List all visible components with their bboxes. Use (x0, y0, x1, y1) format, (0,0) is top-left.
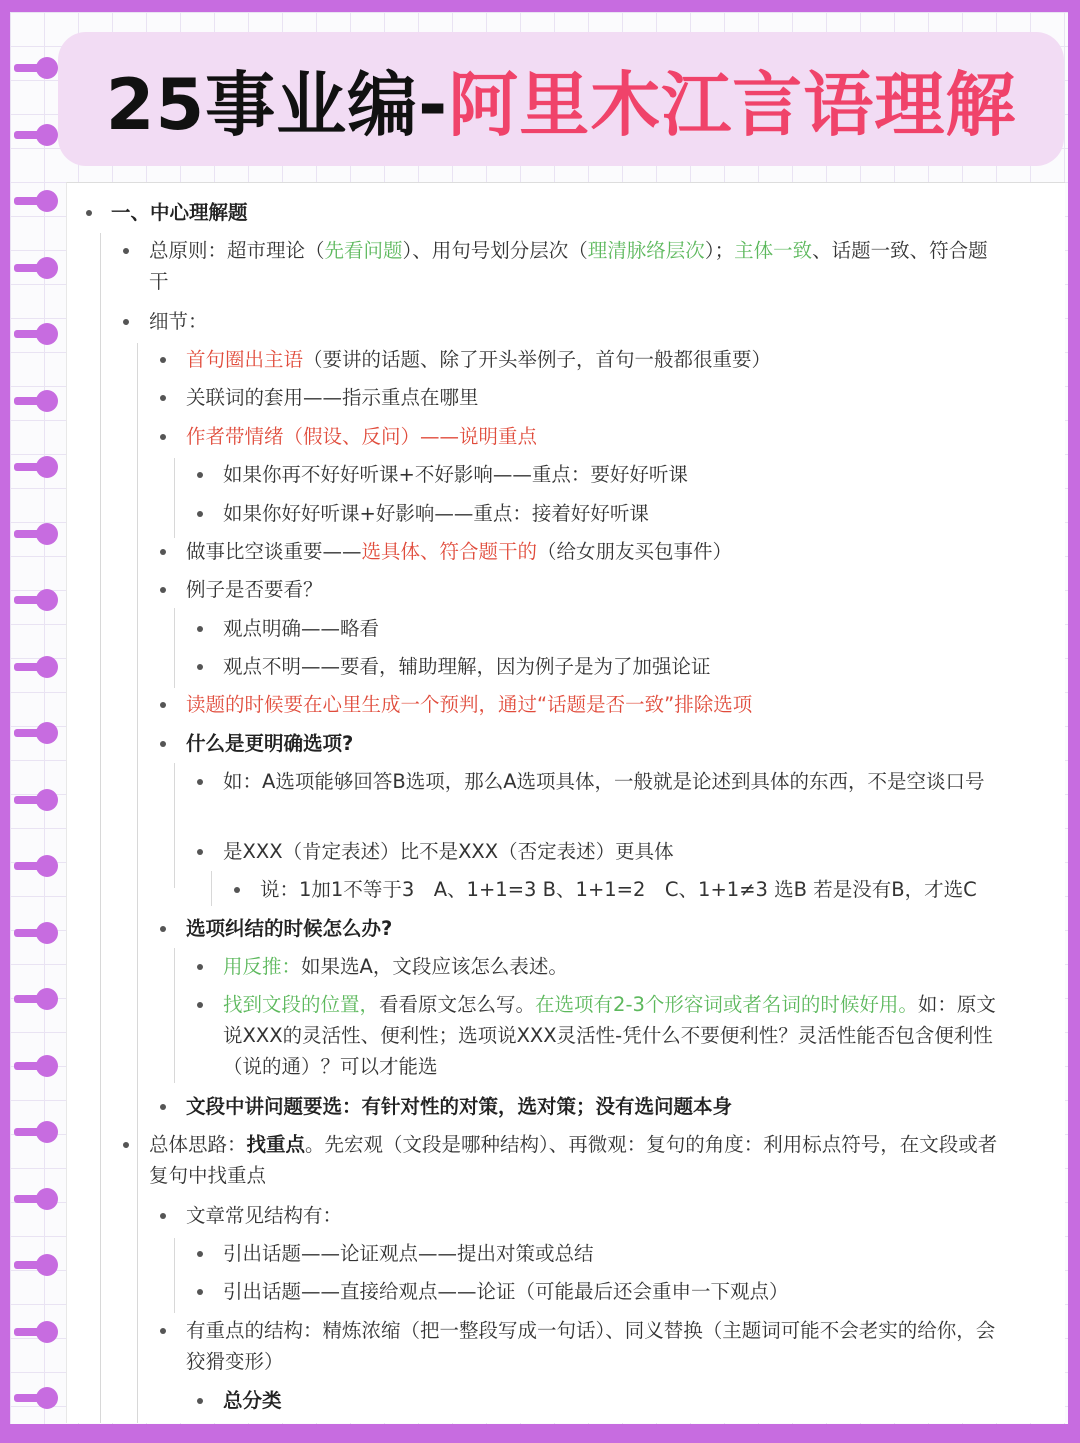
outline-text: 文段中讲问题要选：有针对性的对策，选对策；没有选问题本身 (186, 1095, 733, 1118)
spiral-ring (14, 855, 58, 875)
spiral-ring (14, 722, 58, 742)
spiral-ring (14, 1055, 58, 1075)
spiral-ring (14, 124, 58, 144)
indent-guide (174, 1238, 175, 1313)
spiral-ring (14, 1121, 58, 1141)
bullet-dot (123, 1142, 129, 1148)
outline-text: 引出话题——论证观点——提出对策或总结 (223, 1242, 594, 1265)
outline-text: 文章常见结构有： (186, 1204, 343, 1227)
outline-item (186, 728, 1007, 759)
bullet-dot (160, 395, 166, 401)
outline-text: （要讲的话题、除了开头举例子，首句一般都很重要） (303, 348, 772, 371)
outline-text: ）； (704, 239, 735, 262)
notebook-spiral (0, 40, 70, 1430)
outline-text: （给女朋友买包事件） (537, 540, 733, 563)
bullet-dot (86, 210, 92, 216)
bullet-dot (160, 1104, 166, 1110)
bullet-dot (160, 1213, 166, 1219)
outline-item (223, 498, 1007, 529)
outline-item (111, 197, 1007, 228)
bullet-dot (160, 1328, 166, 1334)
page-title (106, 49, 1016, 150)
title-part-2: 阿里木江言语理解 (448, 63, 1017, 146)
outline-text: 先看问题 (324, 239, 403, 262)
indent-guide (174, 608, 175, 688)
bullet-dot (160, 741, 166, 747)
outline-item (186, 344, 1007, 375)
bullet-dot (197, 1002, 203, 1008)
outline-text: 在选项有2-3个形容词或者名词的时候好用。 (535, 993, 918, 1016)
outline-item (186, 1200, 1007, 1231)
outline-text: 总体思路： (149, 1133, 247, 1156)
outline-item (186, 913, 1007, 944)
outline-item (223, 766, 1007, 797)
bullet-dot (197, 472, 203, 478)
outline-text: 说：1加1不等于3 A、1+1=3 B、1+1=2 C、1+1≠3 选B 若是没有B，才选C (260, 878, 977, 901)
bullet-dot (197, 511, 203, 517)
bullet-dot (197, 1251, 203, 1257)
outline-text: 如：原文说XXX的灵活性、便利性；选项说XXX灵活性-凭什么不要便利性？灵活性能否包含便利性（说的通）？可以才能选 (223, 993, 996, 1078)
spiral-ring (14, 257, 58, 277)
spiral-ring (14, 1321, 58, 1341)
bullet-dot (197, 1289, 203, 1295)
title-part-1: 25事业编- (105, 63, 449, 146)
outline-text: 、话题一致、符合题干 (149, 239, 988, 293)
indent-guide (100, 233, 101, 1423)
spiral-ring (14, 323, 58, 343)
indent-guide (174, 763, 175, 888)
outline-text: 细节： (149, 310, 208, 333)
indent-guide (137, 1198, 138, 1423)
bullet-dot (160, 702, 166, 708)
spiral-ring (14, 789, 58, 809)
indent-guide (211, 871, 212, 906)
outline-text: 如果你再不好好听课+不好影响——重点：要好好听课 (223, 463, 688, 486)
bullet-dot (160, 434, 166, 440)
outline-text: 观点不明——要看，辅助理解，因为例子是为了加强论证 (223, 655, 711, 678)
outline-text: 观点明确——略看 (223, 617, 380, 640)
outline-item (149, 235, 1007, 297)
outline-text: 例子是否要看？ (186, 578, 323, 601)
outline-item (149, 306, 1007, 337)
bullet-dot (197, 964, 203, 970)
indent-guide (174, 948, 175, 1083)
outline-item (223, 651, 1007, 682)
outline-item (186, 1091, 1007, 1122)
spiral-ring (14, 523, 58, 543)
outline-item (223, 1276, 1007, 1307)
outline-item (186, 421, 1007, 452)
outline-item (223, 951, 1007, 982)
outline-text: ）、用句号划分层次（ (402, 239, 588, 262)
outline-text: 主体一致 (734, 239, 813, 262)
spiral-ring (14, 988, 58, 1008)
outline-item (223, 1238, 1007, 1269)
spiral-ring (14, 922, 58, 942)
bullet-dot (197, 849, 203, 855)
outline-item (223, 613, 1007, 644)
bullet-dot (160, 549, 166, 555)
indent-guide (174, 458, 175, 538)
spiral-ring (14, 1387, 58, 1407)
bullet-dot (123, 319, 129, 325)
outline-text: 。先宏观（文段是哪种结构）、再微观：复句的角度：利用标点符号，在文段或者复句中找重点 (149, 1133, 998, 1187)
outline-text: 关联词的套用——指示重点在哪里 (186, 386, 479, 409)
outline-item (186, 689, 1007, 720)
bullet-dot (160, 926, 166, 932)
outline-text: 什么是更明确选项? (186, 732, 354, 755)
spiral-ring (14, 190, 58, 210)
spiral-ring (14, 656, 58, 676)
bullet-dot (160, 357, 166, 363)
spiral-ring (14, 1188, 58, 1208)
bullet-dot (160, 587, 166, 593)
outline-text: 如果选A，文段应该怎么表述。 (301, 955, 568, 978)
bullet-dot (234, 887, 240, 893)
bullet-dot (197, 779, 203, 785)
indent-guide (137, 343, 138, 1303)
spiral-ring (14, 456, 58, 476)
outline-item (149, 1129, 1007, 1191)
spiral-ring (14, 390, 58, 410)
bullet-dot (197, 1398, 203, 1404)
outline-text: 找到文段的位置， (223, 993, 380, 1016)
spiral-ring (14, 589, 58, 609)
outline-text: 作者带情绪（假设、反问）——说明重点 (186, 425, 538, 448)
outline-item (186, 382, 1007, 413)
outline-item (223, 459, 1007, 490)
outline-item (186, 574, 1007, 605)
spiral-ring (14, 57, 58, 77)
title-banner (58, 32, 1064, 166)
bullet-dot (197, 626, 203, 632)
outline-text: 用反推： (223, 955, 302, 978)
outline-item (223, 836, 1007, 867)
outline-item (223, 1385, 1007, 1416)
outline-text: 找重点 (246, 1133, 306, 1156)
outline-text: 选项纠结的时候怎么办? (186, 917, 393, 940)
outline-text: 做事比空谈重要—— (186, 540, 362, 563)
bullet-dot (123, 248, 129, 254)
outline-text: 总原则：超市理论（ (149, 239, 325, 262)
outline-text: 如：A选项能够回答B选项，那么A选项具体，一般就是论述到具体的东西，不是空谈口号 (223, 770, 985, 793)
outline-text: 总分类 (223, 1389, 282, 1412)
outline-text: 读题的时候要在心里生成一个预判，通过“话题是否一致”排除选项 (186, 693, 753, 716)
outline-text: 首句圈出主语 (186, 348, 304, 371)
outline-text: 如果你好好听课+好影响——重点：接着好好听课 (223, 502, 649, 525)
outline-item (260, 874, 1007, 905)
outline-text: 理清脉络层次 (587, 239, 705, 262)
outline-text: 看看原文怎么写。 (379, 993, 536, 1016)
outline-item (186, 1315, 1007, 1377)
bullet-dot (197, 664, 203, 670)
outline-text: 是XXX（肯定表述）比不是XXX（否定表述）更具体 (223, 840, 674, 863)
outline-item (186, 536, 1007, 567)
outline-text: 引出话题——直接给观点——论证（可能最后还会重申一下观点） (223, 1280, 789, 1303)
note-card (66, 182, 1065, 1423)
outline-item (223, 989, 1007, 1082)
outline-text: 有重点的结构：精炼浓缩（把一整段写成一句话）、同义替换（主题词可能不会老实的给你，会狡猾变形） (186, 1319, 996, 1373)
outline-text: 一、中心理解题 (111, 201, 248, 224)
spiral-ring (14, 1254, 58, 1274)
outline-text: 选具体、符合题干的 (361, 540, 538, 563)
